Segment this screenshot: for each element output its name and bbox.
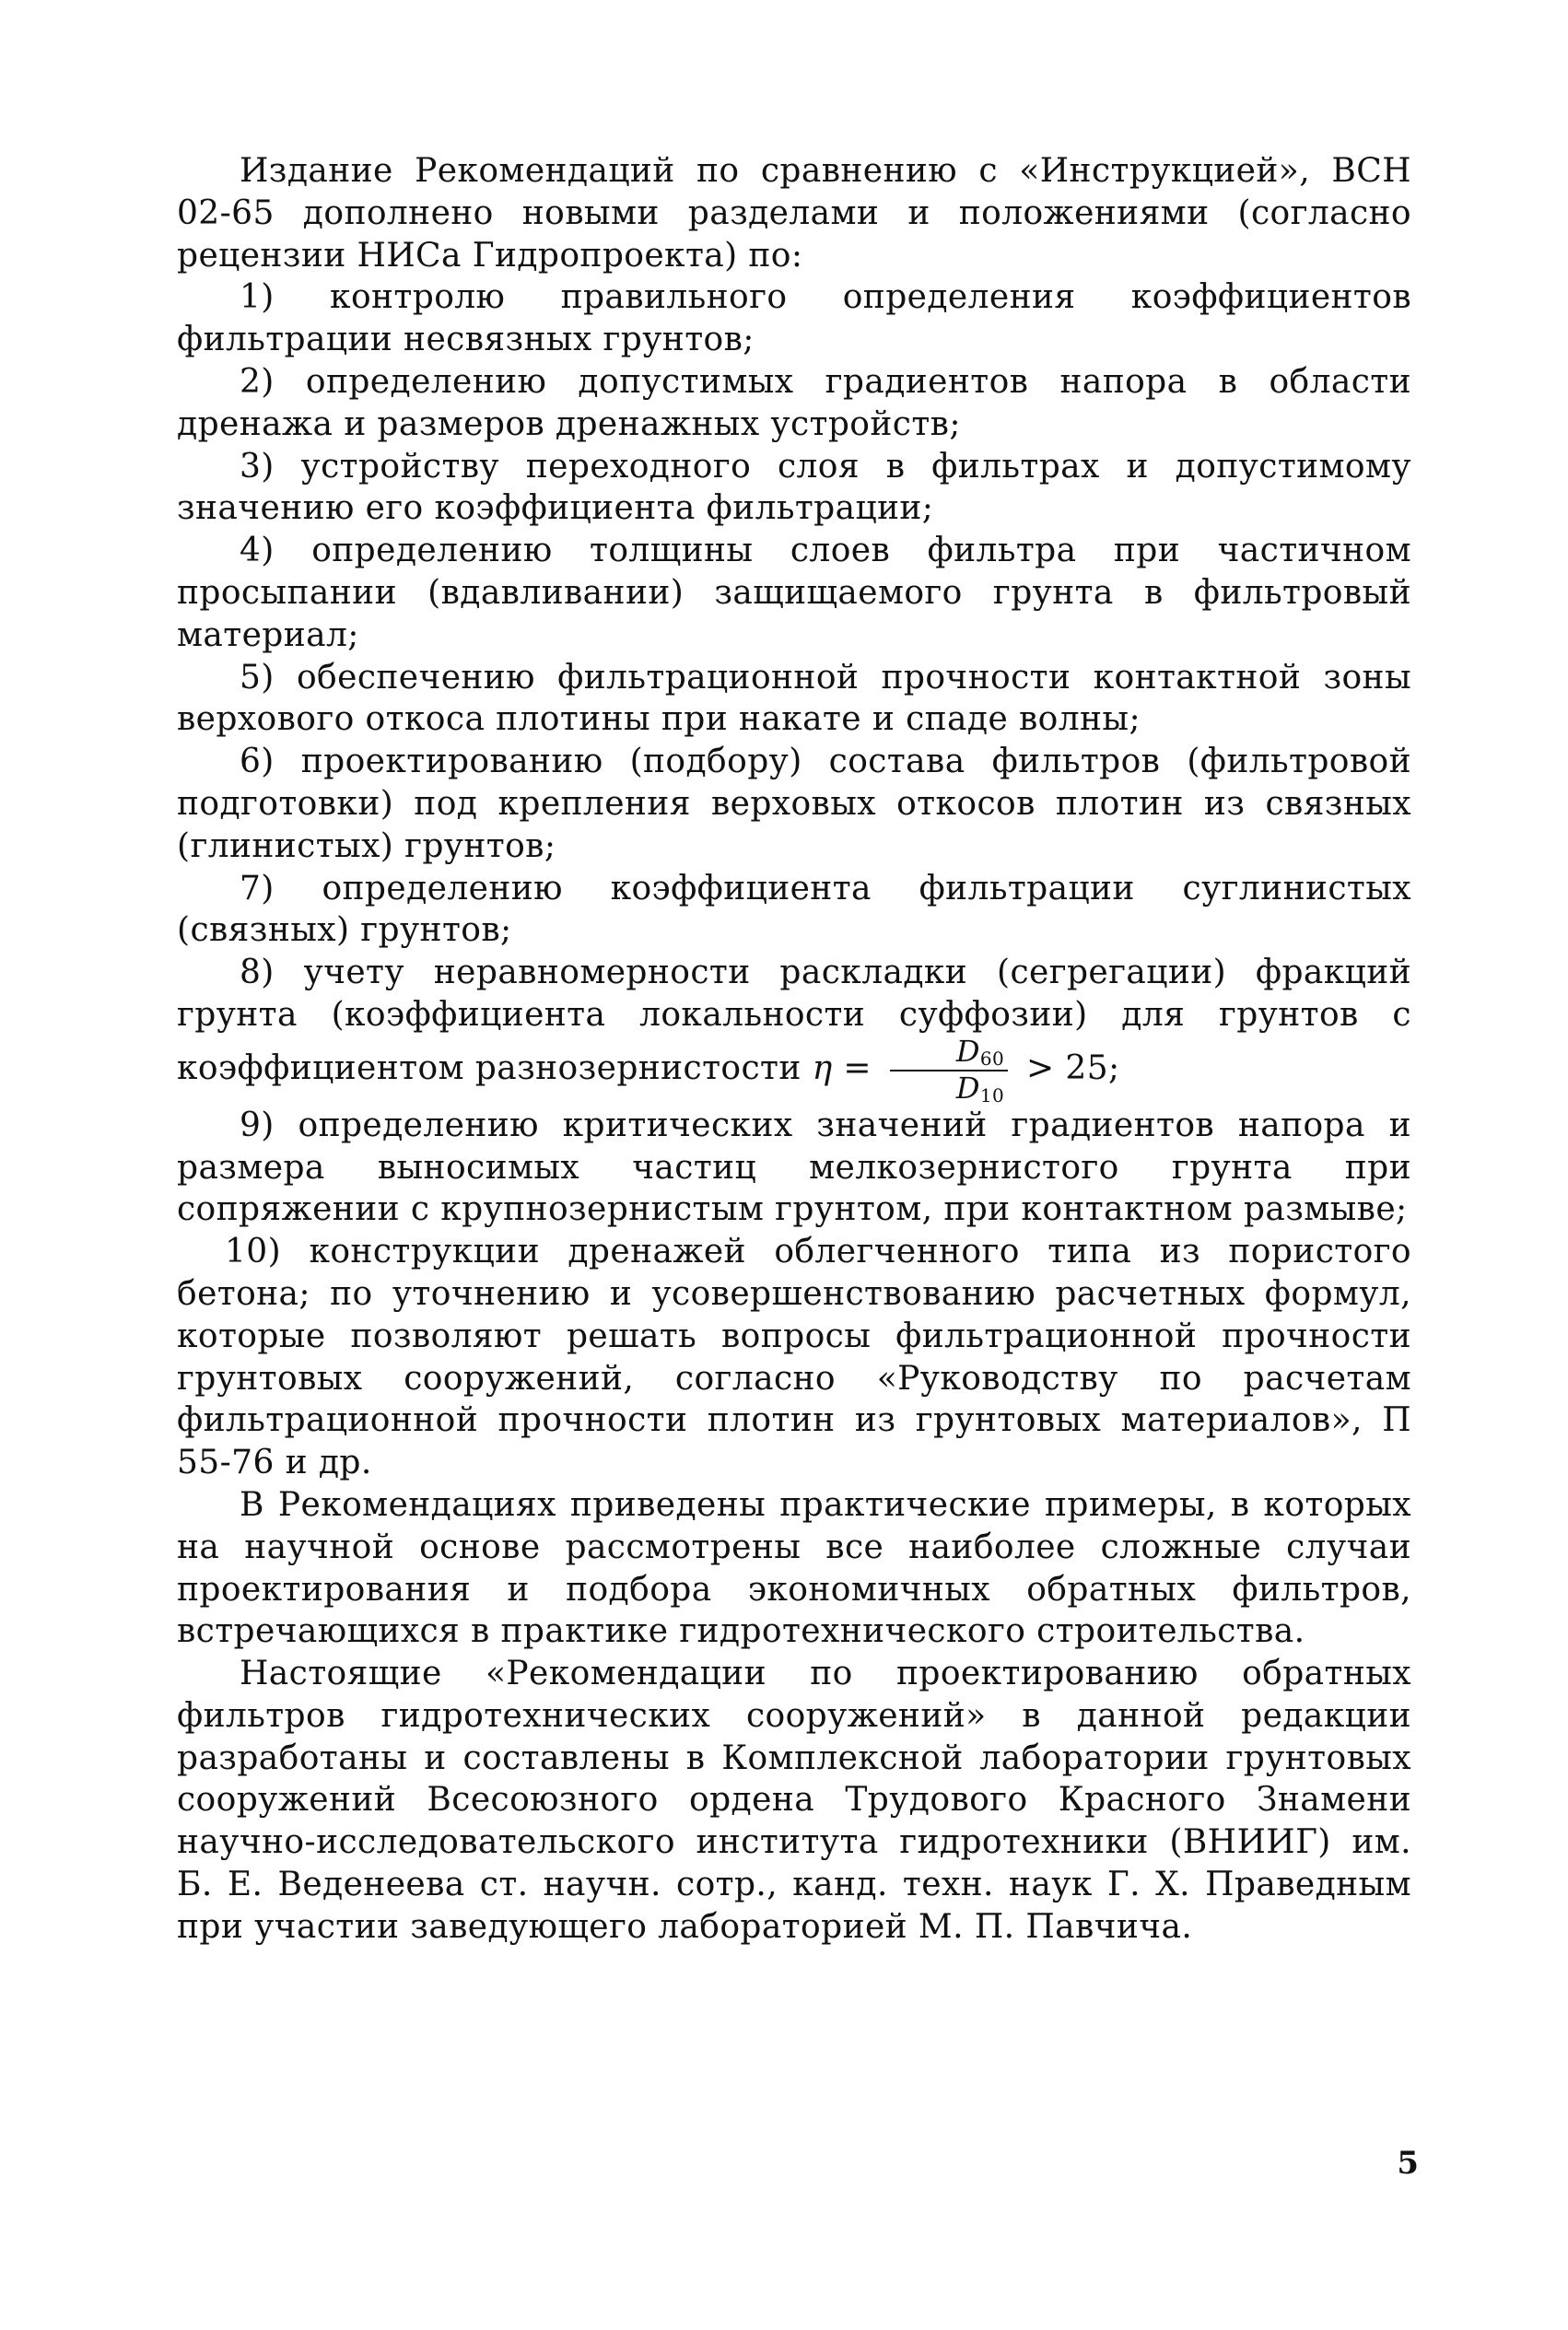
list-item-8 (177, 952, 1411, 1105)
authorship-paragraph: Настоящие «Рекомендации по проектированию обратных фильтров гидротехнических сооружений» в данной редакции разработаны и составлены в Комплексной лаборатории грунтовых сооружений Всесоюзного ордена Трудового Красного Знамени научно-исследовательского института гидротехники (ВНИИГ) им. Б. Е. Веденеева ст. научн. сотр., канд. техн. наук Г. Х. Праведным при участии заведующего лабораторией М. П. Павчича. (177, 1655, 1411, 1946)
list-item: 6) проектированию (подбору) состава фильтров (фильтровой подготовки) под крепления верховых откосов плотин из связных (глинистых) грунтов; (177, 743, 1411, 865)
text-column (177, 150, 1411, 1949)
list-item: 2) определению допустимых градиентов напора в области дренажа и размеров дренажных устройств; (177, 362, 1411, 443)
list-item: 10) конструкции дренажей облегченного типа из пористого бетона; по уточнению и усовершенствованию расчетных формул, которые позволяют решать вопросы фильтрационной прочности грунтовых сооружений, согласно «Руководству по расчетам фильтрационной прочности плотин из грунтовых материалов», П 55-76 и др. (177, 1233, 1411, 1482)
eta-symbol: η = (812, 1048, 872, 1087)
list-item: 4) определению толщины слоев фильтра при частичном просыпании (вдавливании) защищаемого грунта в фильтровый материал; (177, 532, 1411, 654)
ratio-formula (890, 1033, 1008, 1106)
list-item: 1) контролю правильного определения коэффициентов фильтрации несвязных грунтов; (177, 278, 1411, 359)
list-item: 9) определению критических значений градиентов напора и размера выносимых частиц мелкозернистого грунта при сопряжении с крупнозернистым грунтом, при контактном размыве; (177, 1106, 1411, 1229)
formula-denominator: $D_{10}$ (955, 1070, 1005, 1106)
list-item-8-text: 8) учету неравномерности раскладки (сегрегации) фракций грунта (коэффициента локальности суффозии) для грунтов с коэффициентом разнозернистости (177, 954, 1411, 1087)
examples-paragraph: В Рекомендациях приведены практические примеры, в которых на научной основе рассмотрены все наиболее сложные случаи проектирования и подбора экономичных обратных фильтров, встречающихся в практике гидротехнического строительства. (177, 1485, 1411, 1651)
page-number: 5 (1397, 2145, 1419, 2182)
formula-tail: > 25; (1026, 1048, 1120, 1087)
formula-numerator: $D_{60}$ (890, 1036, 1008, 1071)
list-item: 3) устройству переходного слоя в фильтрах и допустимому значению его коэффициента фильтрации; (177, 447, 1411, 528)
list-item: 7) определению коэффициента фильтрации суглинистых (связных) грунтов; (177, 869, 1411, 950)
intro-paragraph: Издание Рекомендаций по сравнению с «Инструкцией», ВСН 02-65 дополнено новыми разделами и положениями (согласно рецензии НИСа Гидропроекта) по: (177, 152, 1411, 275)
list-item: 5) обеспечению фильтрационной прочности контактной зоны верхового откоса плотины при накате и спаде волны; (177, 658, 1411, 739)
